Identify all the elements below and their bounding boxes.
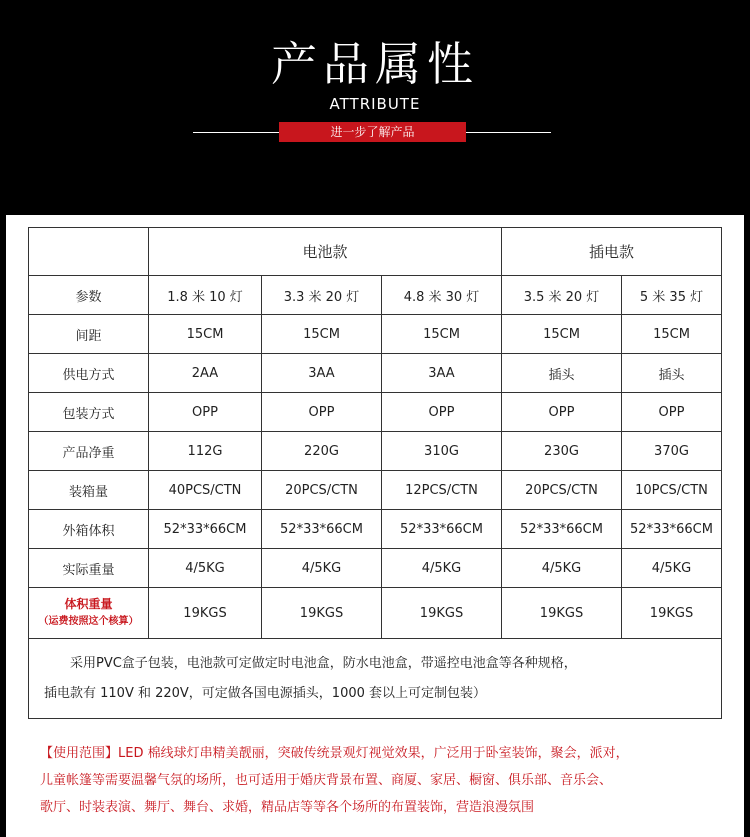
table-cell: 19KGS (502, 588, 622, 639)
table-group-header (29, 228, 722, 276)
page-title: 产品属性 (271, 37, 479, 91)
usage-line1: 【使用范围】LED 棉线球灯串精美靓丽，突破传统景观灯视觉效果，广泛用于卧室装饰，聚会，派对， (40, 746, 629, 761)
table-cell: 230G (502, 432, 622, 471)
table-row (29, 549, 722, 588)
table-cell: 15CM (622, 315, 722, 354)
group-battery: 电池款 (149, 228, 502, 276)
packaging-note (29, 639, 722, 719)
table-cell: OPP (149, 393, 262, 432)
usage-description (40, 740, 720, 821)
table-row (29, 354, 722, 393)
table-cell: 2AA (149, 354, 262, 393)
table-cell: 52*33*66CM (262, 510, 382, 549)
table-cell: OPP (382, 393, 502, 432)
table-cell: 插头 (622, 354, 722, 393)
attribute-table (28, 227, 722, 719)
table-cell: 3AA (262, 354, 382, 393)
table-cell: 52*33*66CM (622, 510, 722, 549)
row-label: 外箱体积 (29, 510, 149, 549)
row-label-volume-weight (29, 588, 149, 639)
table-cell: 插头 (502, 354, 622, 393)
table-cell: 12PCS/CTN (382, 471, 502, 510)
table-note-row (29, 639, 722, 719)
table-row (29, 432, 722, 471)
table-cell: 3.5 米 20 灯 (502, 276, 622, 315)
table-cell: 10PCS/CTN (622, 471, 722, 510)
row-label: 实际重量 (29, 549, 149, 588)
table-cell: OPP (262, 393, 382, 432)
page-subtitle: ATTRIBUTE (329, 95, 421, 113)
divider-right (466, 132, 551, 133)
table-cell: 4/5KG (502, 549, 622, 588)
table-row-volume-weight (29, 588, 722, 639)
packaging-note-line2: 插电款有 110V 和 220V，可定做各国电源插头，1000 套以上可定制包装） (44, 685, 487, 701)
table-cell: 52*33*66CM (382, 510, 502, 549)
table-cell: 19KGS (622, 588, 722, 639)
row-label: 产品净重 (29, 432, 149, 471)
usage-line2: 儿童帐篷等需要温馨气氛的场所，也可适用于婚庆背景布置、商厦、家居、橱窗、俱乐部、音乐会、 (40, 773, 613, 788)
row-label: 参数 (29, 276, 149, 315)
table-cell: 112G (149, 432, 262, 471)
table-cell: 52*33*66CM (502, 510, 622, 549)
table-row (29, 315, 722, 354)
table-row (29, 393, 722, 432)
row-label: 包装方式 (29, 393, 149, 432)
learn-more-tag: 进一步了解产品 (279, 122, 466, 142)
usage-line3: 歌厅、时装表演、舞厅、舞台、求婚，精品店等等各个场所的布置装饰，营造浪漫氛围 (40, 800, 535, 815)
table-cell: 370G (622, 432, 722, 471)
table-cell: 15CM (262, 315, 382, 354)
table-cell: OPP (502, 393, 622, 432)
table-cell: 1.8 米 10 灯 (149, 276, 262, 315)
table-cell: 40PCS/CTN (149, 471, 262, 510)
row-label: 装箱量 (29, 471, 149, 510)
table-cell: 20PCS/CTN (262, 471, 382, 510)
table-cell: 15CM (502, 315, 622, 354)
table-cell: 19KGS (382, 588, 502, 639)
table-cell: 4/5KG (382, 549, 502, 588)
table-cell: 310G (382, 432, 502, 471)
table-cell: 4/5KG (149, 549, 262, 588)
group-plugin: 插电款 (502, 228, 722, 276)
table-corner (29, 228, 149, 276)
divider-left (193, 132, 279, 133)
row-label: 供电方式 (29, 354, 149, 393)
table-row (29, 471, 722, 510)
table-cell: 5 米 35 灯 (622, 276, 722, 315)
table-cell: 4/5KG (262, 549, 382, 588)
table-cell: OPP (622, 393, 722, 432)
table-cell: 20PCS/CTN (502, 471, 622, 510)
header-banner (0, 0, 750, 215)
row-label: 间距 (29, 315, 149, 354)
volume-weight-note: （运费按照这个核算） (38, 616, 139, 627)
table-row (29, 276, 722, 315)
table-cell: 3AA (382, 354, 502, 393)
table-cell: 19KGS (262, 588, 382, 639)
packaging-note-line1: 采用PVC盒子包装，电池款可定做定时电池盒，防水电池盒，带遥控电池盒等各种规格， (70, 655, 577, 671)
table-cell: 220G (262, 432, 382, 471)
table-cell: 52*33*66CM (149, 510, 262, 549)
table-cell: 15CM (382, 315, 502, 354)
table-row (29, 510, 722, 549)
table-cell: 3.3 米 20 灯 (262, 276, 382, 315)
volume-weight-label: 体积重量 (64, 597, 113, 611)
table-cell: 4/5KG (622, 549, 722, 588)
table-cell: 4.8 米 30 灯 (382, 276, 502, 315)
table-cell: 15CM (149, 315, 262, 354)
table-cell: 19KGS (149, 588, 262, 639)
